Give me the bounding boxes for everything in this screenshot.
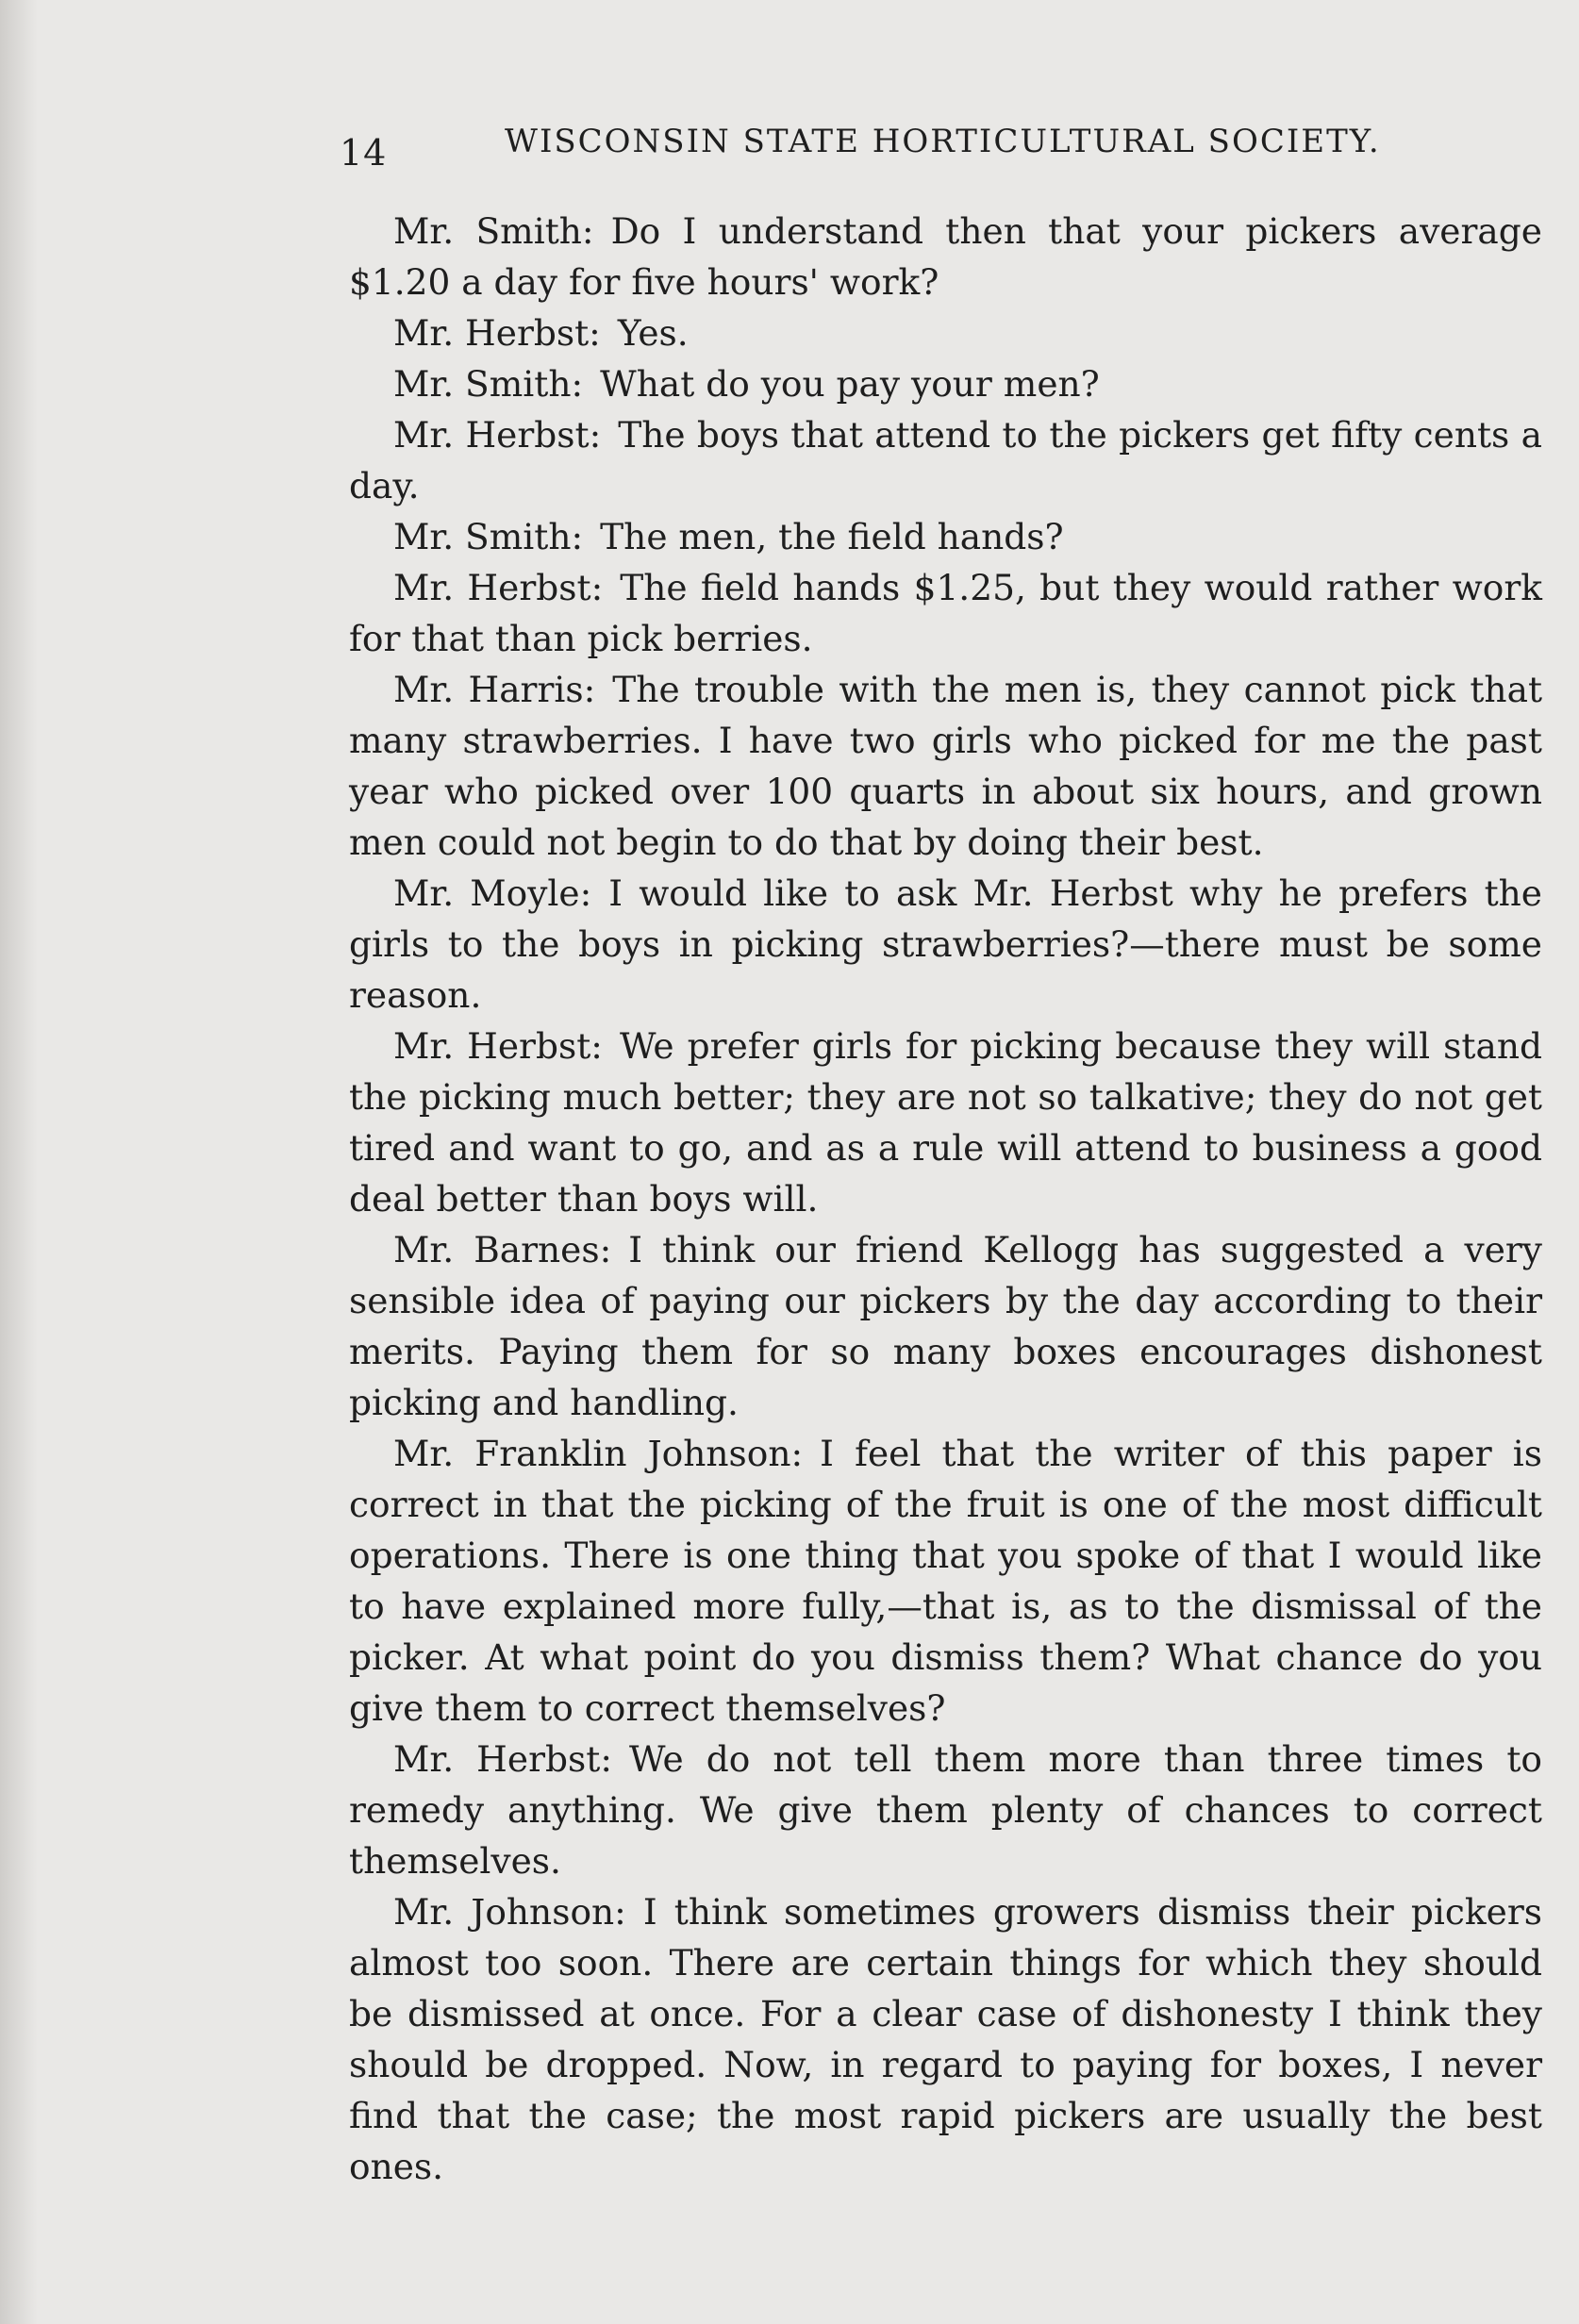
dialogue-paragraph: [349, 511, 1542, 562]
paragraph-text: We do not tell them more than three times to remedy anything. We give them plenty of chances to correct themselves.: [349, 1738, 1542, 1882]
page-header: [340, 104, 1566, 189]
paragraph-text: The trouble with the men is, they cannot pick that many strawberries. I have two girls who picked for me the past year who picked over 100 quarts in about six hours, and grown men could not begin to do that by doing their best.: [349, 669, 1543, 863]
page-edge-shadow: [0, 0, 38, 2324]
paragraph-text: The men, the field hands?: [600, 516, 1064, 557]
paragraph-text: I think our friend Kellogg has suggested a very sensible idea of paying our pickers by the day according to their merits. Paying them for so many boxes encourages dishonest picking and handling.: [349, 1229, 1542, 1423]
page-number: 14: [340, 132, 388, 174]
dialogue-paragraph: [349, 1021, 1542, 1224]
paragraph-text: I think sometimes growers dismiss their pickers almost too soon. There are certain things for which they should be dismissed at once. For a clear case of dishonesty I think they should be dropped. Now, in regard to paying for boxes, I never find that the case; the most rapid pickers are usually the best ones.: [349, 1891, 1542, 2187]
paragraph-text: We prefer girls for picking because they will stand the picking much better; they are not so talkative; they do not get tired and want to go, and as a rule will attend to business a good deal better than boys will.: [349, 1025, 1543, 1220]
paragraph-text: I feel that the writer of this paper is correct in that the picking of the fruit is one of the most difficult operations. There is one thing that you spoke of that I would like to have explained more fully,—that is, as to the dismissal of the picker. At what point do you dismiss them? What chance do you give them to correct themselves?: [349, 1433, 1542, 1729]
dialogue-paragraph: [349, 358, 1542, 409]
paragraph-text: The boys that attend to the pickers get fifty cents a day.: [349, 414, 1542, 506]
paragraph-text: What do you pay your men?: [600, 363, 1100, 405]
dialogue-paragraph: [349, 1734, 1542, 1886]
speaker-name: Mr. Herbst:: [393, 1738, 612, 1780]
dialogue-paragraph: [349, 664, 1542, 868]
dialogue-paragraph: [349, 562, 1542, 664]
running-head: WISCONSIN STATE HORTICULTURAL SOCIETY.: [505, 123, 1381, 160]
speaker-name: Mr. Johnson:: [393, 1891, 626, 1933]
page-body: [349, 206, 1542, 2192]
dialogue-paragraph: [349, 409, 1542, 511]
dialogue-paragraph: [349, 1886, 1542, 2192]
speaker-name: Mr. Smith:: [393, 516, 584, 557]
paragraph-text: The field hands $1.25, but they would rather work for that than pick berries.: [349, 567, 1542, 659]
paragraph-text: Yes.: [617, 312, 689, 354]
book-page: [340, 104, 1566, 2301]
speaker-name: Mr. Herbst:: [393, 312, 601, 354]
dialogue-paragraph: [349, 307, 1542, 358]
dialogue-paragraph: [349, 1428, 1542, 1734]
speaker-name: Mr. Herbst:: [393, 1025, 603, 1067]
dialogue-paragraph: [349, 1224, 1542, 1428]
dialogue-paragraph: [349, 206, 1542, 307]
speaker-name: Mr. Smith:: [393, 363, 584, 405]
dialogue-paragraph: [349, 868, 1542, 1021]
speaker-name: Mr. Harris:: [393, 669, 596, 710]
speaker-name: Mr. Herbst:: [393, 414, 602, 456]
speaker-name: Mr. Barnes:: [393, 1229, 612, 1270]
speaker-name: Mr. Smith:: [393, 210, 594, 252]
paragraph-text: Do I understand then that your pickers average $1.20 a day for five hours' work?: [349, 210, 1542, 303]
speaker-name: Mr. Franklin Johnson:: [393, 1433, 804, 1474]
paragraph-text: I would like to ask Mr. Herbst why he prefers the girls to the boys in picking strawberries?—there must be some reason.: [349, 872, 1542, 1016]
speaker-name: Mr. Herbst:: [393, 567, 604, 608]
speaker-name: Mr. Moyle:: [393, 872, 592, 914]
